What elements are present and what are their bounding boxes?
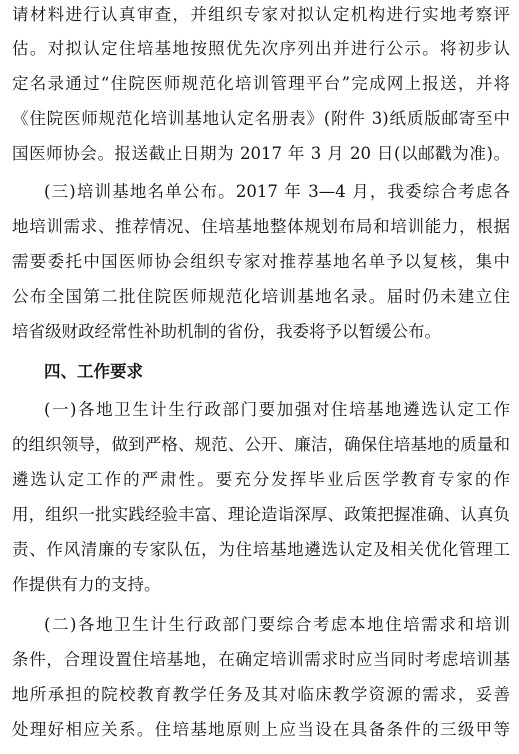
paragraph-line: 作提供有力的支持。 [12,575,161,594]
paragraph-line: 请材料进行认真审查，并组织专家对拟认定机构进行实地考察评 [12,5,510,24]
paragraph-line: 定名录通过“住院医师规范化培训管理平台”完成网上报送，并将 [12,74,510,93]
paragraph-line: 需要委托中国医师协会组织专家对推荐基地名单予以复核，集中 [12,252,510,271]
paragraph-line: 国医师协会。报送截止日期为 2017 年 3 月 20 日(以邮戳为准)。 [12,144,510,163]
paragraph-line: 条件，合理设置住培基地，在确定培训需求时应当同时考虑培训基 [12,650,510,669]
paragraph-line: (三)培训基地名单公布。2017 年 3—4 月，我委综合考虑各 [44,182,510,201]
paragraph-line: 估。对拟认定住培基地按照优先次序列出并进行公示。将初步认 [12,39,510,58]
paragraph-line: 公布全国第二批住院医师规范化培训基地名录。届时仍未建立住 [12,287,510,306]
section-heading: 四、工作要求 [44,362,143,381]
paragraph-line: 《住院医师规范化培训基地认定名册表》(附件 3)纸质版邮寄至中 [12,109,510,128]
paragraph-line: 处理好相应关系。住培基地原则上应当设在具备条件的三级甲等 [12,720,510,739]
paragraph-line: 地所承担的院校教育教学任务及其对临床教学资源的需求，妥善 [12,685,510,704]
paragraph-line: 培省级财政经常性补助机制的省份，我委将予以暂缓公布。 [12,322,441,341]
paragraph-line: 责、作风清廉的专家队伍，为住培基地遴选认定及相关优化管理工 [12,540,510,559]
paragraph-line: 的组织领导，做到严格、规范、公开、廉洁，确保住培基地的质量和 [12,435,510,454]
paragraph-line: (一)各地卫生计生行政部门要加强对住培基地遴选认定工作 [44,400,510,419]
paragraph-line: 用，组织一批实践经验丰富、理论造诣深厚、政策把握准确、认真负 [12,505,510,524]
paragraph-line: 遴选认定工作的严肃性。要充分发挥毕业后医学教育专家的作 [12,470,510,489]
paragraph-line: (二)各地卫生计生行政部门要综合考虑本地住培需求和培训 [44,615,510,634]
paragraph-line: 地培训需求、推荐情况、住培基地整体规划布局和培训能力，根据 [12,217,510,236]
